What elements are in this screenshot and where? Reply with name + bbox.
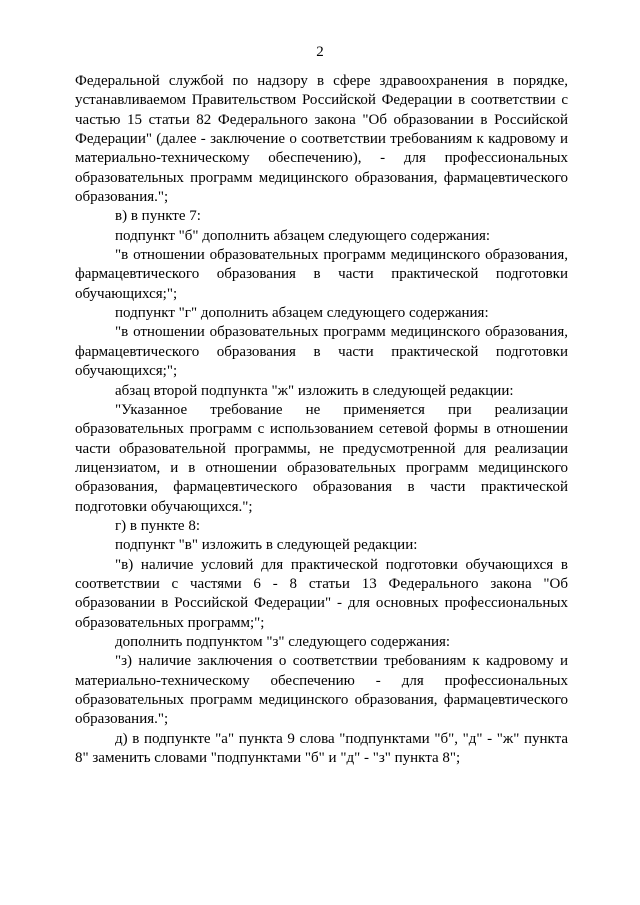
paragraph-subitem-zh: абзац второй подпункта "ж" изложить в следующей редакции:: [115, 382, 514, 399]
paragraph-item-d: д) в подпункте "а" пункта 9 слова "подпунктами "б", "д" - "ж" пункта 8" заменить словами "подпунктами "б" и "д" - "з" пункта 8";: [75, 730, 568, 767]
paragraph-item-v: в) в пункте 7:: [115, 208, 201, 225]
paragraph-subitem-g: подпункт "г" дополнить абзацем следующего содержания:: [115, 305, 489, 322]
paragraph-item-g: г) в пункте 8:: [115, 517, 201, 534]
paragraph-quote-v: "в) наличие условий для практической подготовки обучающихся в соответствии с частями 6 - 8 статьи 13 Федерального закона "Об образовании в Российской Федерации" - для основных профессиональных образовательных программ;";: [75, 556, 568, 631]
paragraph-quote-g: "в отношении образовательных программ медицинского образования, фармацевтического образования в части практической подготовки обучающихся;";: [75, 324, 568, 380]
paragraph-quote-z: "з) наличие заключения о соответствии требованиям к кадровому и материально-техническому обеспечению - для профессиональных образовательных программ медицинского образования, фармацевтического образования.";: [75, 653, 568, 728]
paragraph-subitem-z: дополнить подпунктом "з" следующего содержания:: [115, 633, 451, 650]
paragraph-subitem-b: подпункт "б" дополнить абзацем следующего содержания:: [115, 227, 491, 244]
paragraph-quote-b: "в отношении образовательных программ медицинского образования, фармацевтического образования в части практической подготовки обучающихся;";: [75, 247, 568, 302]
paragraph-continuation: Федеральной службой по надзору в сфере здравоохранения в порядке, устанавливаемом Правительством Российской Федерации в соответствии с частью 15 статьи 82 Федерального закона "Об образовании в Российской Федерации" (далее - заключение о соответствии требованиям к кадровому и материально-техническому обеспечению), - для профессиональных образовательных программ медицинского образования, фармацевтического образования.";: [75, 73, 568, 206]
document-body: [75, 72, 568, 768]
page-number: 2: [316, 44, 324, 60]
paragraph-subitem-v: подпункт "в" изложить в следующей редакции:: [115, 537, 418, 554]
paragraph-quote-zh: "Указанное требование не применяется при реализации образовательных программ с использованием сетевой формы в отношении части образовательной программы, не предусмотренной для реализации лицензиатом, и в отношении образовательных программ медицинского образования, фармацевтического образования в части практической подготовки обучающихся.";: [75, 401, 568, 515]
